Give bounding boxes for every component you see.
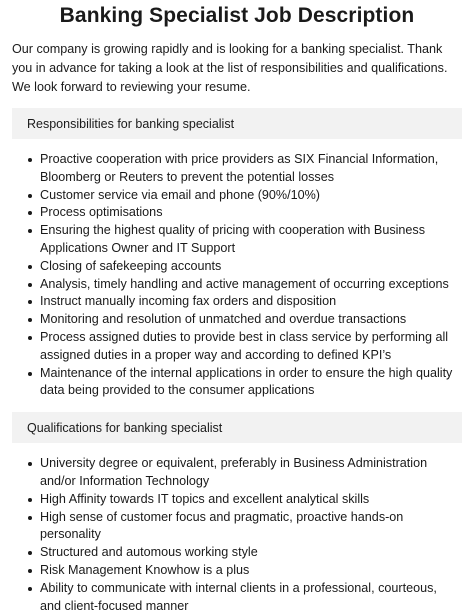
qualifications-heading: Qualifications for banking specialist: [12, 412, 462, 443]
list-item: Proactive cooperation with price providers as SIX Financial Information, Bloomberg or Reuters to prevent the potential losses: [40, 151, 462, 187]
list-item: University degree or equivalent, preferably in Business Administration and/or Information Technology: [40, 455, 462, 491]
list-item: High Affinity towards IT topics and excellent analytical skills: [40, 491, 462, 509]
qualifications-list: [12, 455, 462, 615]
list-item: Ensuring the highest quality of pricing with cooperation with Business Applications Owner and IT Support: [40, 222, 462, 258]
list-item: Monitoring and resolution of unmatched and overdue transactions: [40, 311, 462, 329]
intro-paragraph: Our company is growing rapidly and is looking for a banking specialist. Thank you in advance for taking a look at the list of responsibilities and qualifications. We look forward to reviewing your resume.: [12, 42, 448, 94]
list-item: Analysis, timely handling and active management of occurring exceptions: [40, 276, 462, 294]
list-item: Closing of safekeeping accounts: [40, 258, 462, 276]
responsibilities-list: [12, 151, 462, 400]
list-item: Ability to communicate with internal clients in a professional, courteous, and client-focused manner: [40, 580, 462, 615]
list-item: Maintenance of the internal applications in order to ensure the high quality data being provided to the consumer applications: [40, 365, 462, 401]
list-item: Process assigned duties to provide best in class service by performing all assigned duties in a proper way and according to defined KPI’s: [40, 329, 462, 365]
list-item: High sense of customer focus and pragmatic, proactive hands-on personality: [40, 509, 462, 545]
page-title: Banking Specialist Job Description: [59, 4, 415, 27]
list-item: Risk Management Knowhow is a plus: [40, 562, 462, 580]
list-item: Instruct manually incoming fax orders and disposition: [40, 293, 462, 311]
responsibilities-heading: Responsibilities for banking specialist: [12, 108, 462, 139]
list-item: Customer service via email and phone (90%/10%): [40, 187, 462, 205]
list-item: Structured and automous working style: [40, 544, 462, 562]
list-item: Process optimisations: [40, 204, 462, 222]
